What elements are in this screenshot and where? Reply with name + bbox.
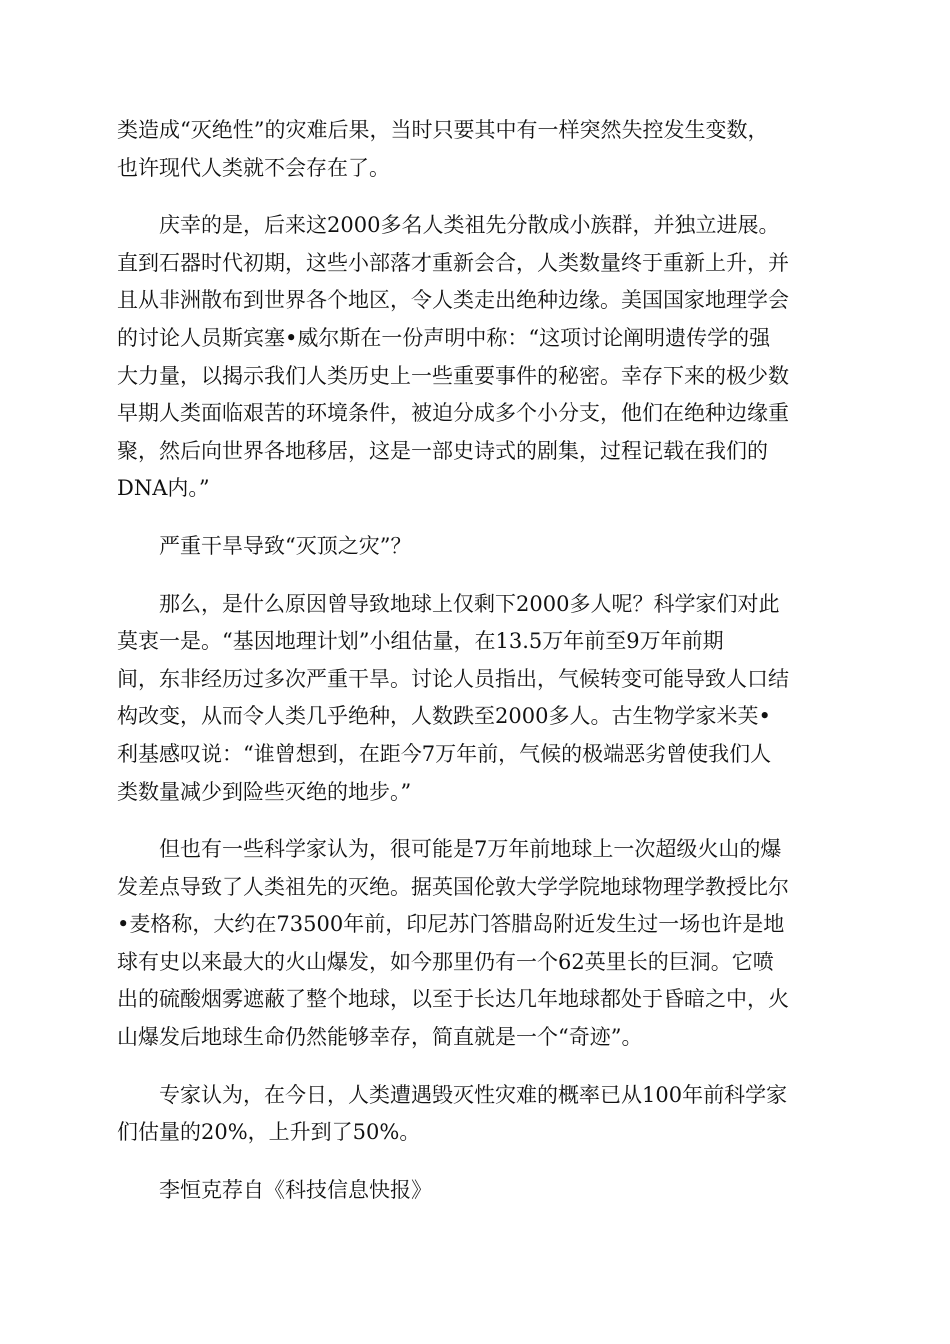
- paragraph-drought: 那么，是什么原因曾导致地球上仅剩下2000多人呢？科学家们对此 莫衷一是。“基因地理计划”小组估量，在13.5万年前至9万年前期 间，东非经历过多次严重干旱。讨论人员指出，气候转变可能导致人口结 构改变，从而令人类几乎绝种，人数跌至2000多人。古生物学家米芙• 利基感叹说：“谁曾想到，在距今7万年前，气候的极端恶劣曾使我们人 类数量减少到险些灭绝的地步。”: [117, 591, 789, 804]
- paragraph-continuation: 类造成“灭绝性”的灾难后果，当时只要其中有一样突然失控发生变数， 也许现代人类就不会存在了。: [117, 118, 769, 180]
- article-body: [117, 112, 837, 1229]
- paragraph-expert: 专家认为，在今日，人类遭遇毁灭性灾难的概率已从100年前科学家 们估量的20%，上升到了50%。: [117, 1082, 788, 1145]
- paragraph-survival: 庆幸的是，后来这2000多名人类祖先分散成小族群，并独立进展。 直到石器时代初期，这些小部落才重新会合，人类数量终于重新上升，并 且从非洲散布到世界各个地区，令人类走出绝种边缘。美国国家地理学会 的讨论人员斯宾塞•威尔斯在一份声明中称：“这项讨论阐明遗传学的强 大力量，以揭示我们人类历史上一些重要事件的秘密。幸存下来的极少数 早期人类面临艰苦的环境条件，被迫分成多个小分支，他们在绝种边缘重 聚，然后向世界各地移居，这是一部史诗式的剧集，过程记载在我们的 DNA内。”: [117, 213, 789, 501]
- paragraph-volcano: 但也有一些科学家认为，很可能是7万年前地球上一次超级火山的爆 发差点导致了人类祖先的灭绝。据英国伦敦大学学院地球物理学教授比尔 •麦格称，大约在73500年前，印尼苏门答腊岛附近发生过一场也许是地 球有史以来最大的火山爆发，如今那里仍有一个62英里长的巨洞。它喷 出的硫酸烟雾遮蔽了整个地球，以至于长达几年地球都处于昏暗之中，火 山爆发后地球生命仍然能够幸存，简直就是一个“奇迹”。: [117, 837, 789, 1050]
- section-heading: 严重干旱导致“灭顶之灾”？: [159, 533, 412, 558]
- source-credit: 李恒克荐自《科技信息快报》: [159, 1177, 432, 1202]
